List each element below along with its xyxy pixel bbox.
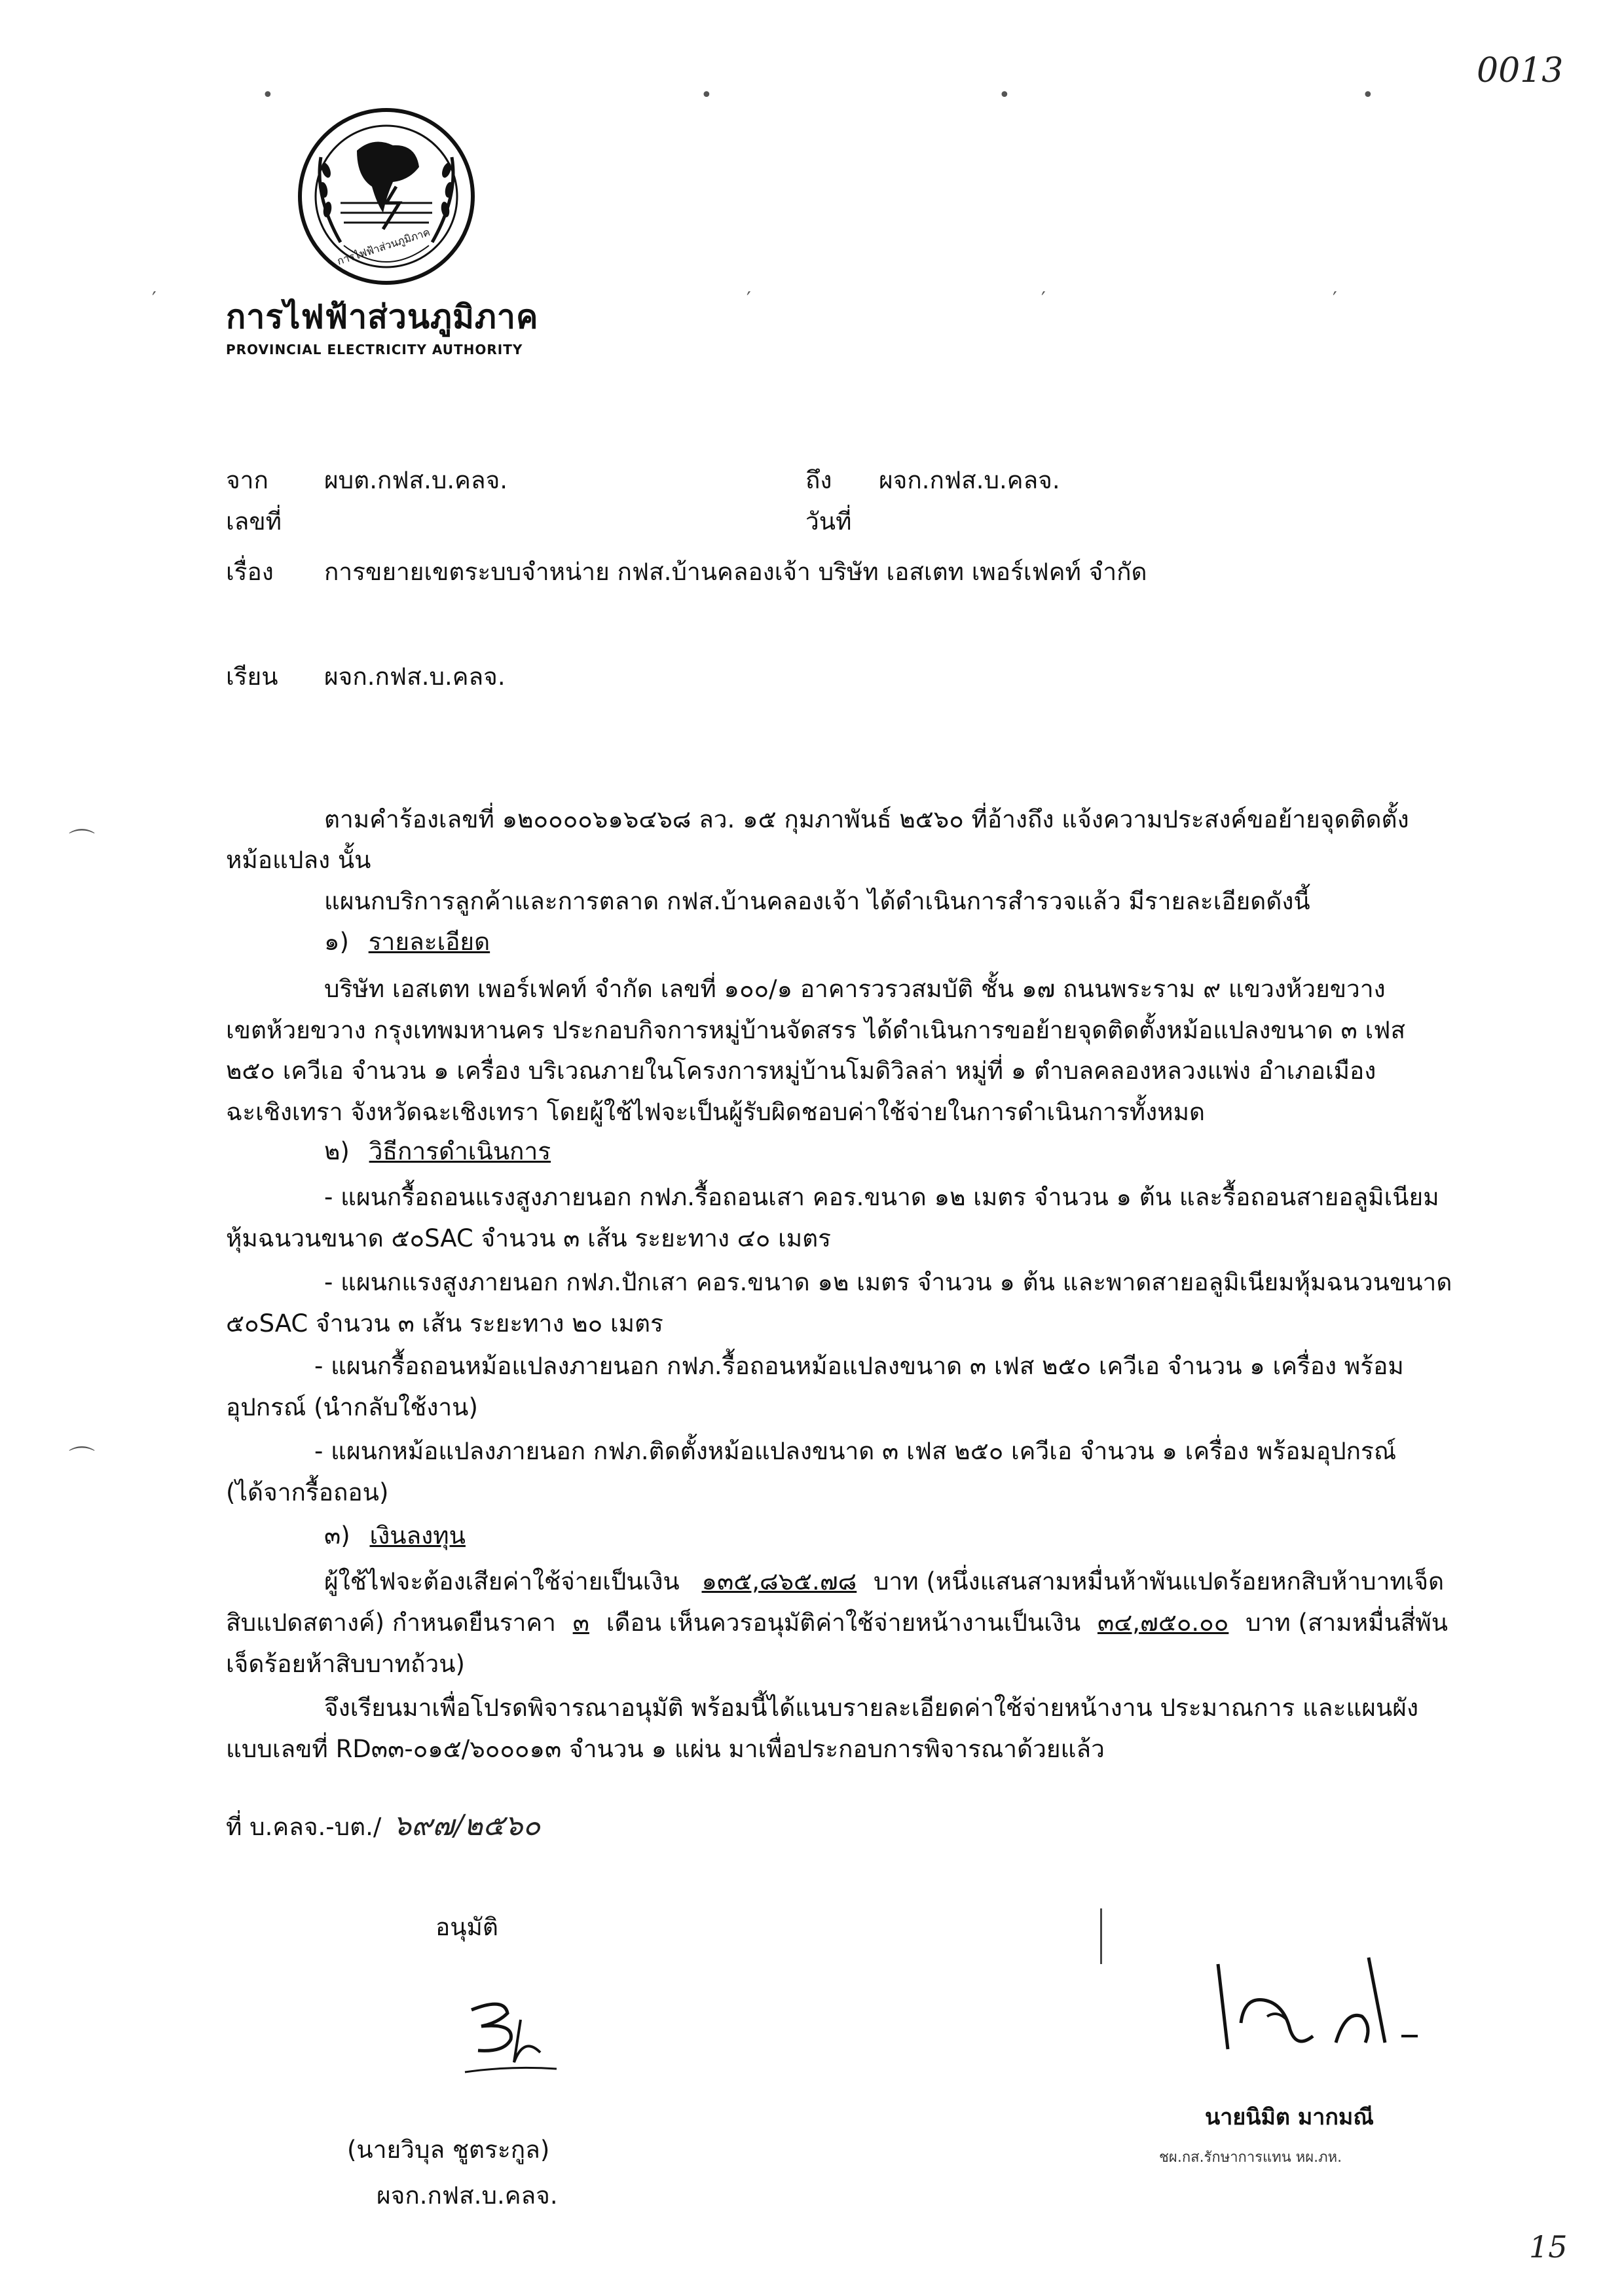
scan-speck: • — [701, 84, 712, 107]
section-3-number: ๓) — [324, 1522, 350, 1550]
section-2-item-c-line-2: อุปกรณ์ (นำกลับใช้งาน) — [226, 1393, 478, 1421]
section-2-item-d-line-2: (ได้จากรื้อถอน) — [226, 1478, 389, 1506]
subject-value: การขยายเขตระบบจำหน่าย กฟส.บ้านคลองเจ้า บริษัท เอสเตท เพอร์เฟคท์ จำกัด — [324, 558, 1147, 586]
section-3-line-2 — [226, 1607, 1448, 1639]
section-2-item-d-line-1: - แผนกหม้อแปลงภายนอก กฟภ.ติดตั้งหม้อแปลงขนาด ๓ เฟส ๒๕๐ เควีเอ จำนวน ๑ เครื่อง พร้อมอุปกรณ์ — [314, 1437, 1397, 1465]
section-3-line-1 — [324, 1566, 1444, 1597]
section-3-heading — [324, 1520, 466, 1552]
scan-speck: • — [1362, 84, 1374, 107]
section-2-heading — [324, 1136, 551, 1167]
from-label: จาก — [226, 466, 268, 494]
reference-label: ที่ บ.คลจ.-บต./ — [226, 1813, 382, 1841]
price-validity-months: ๓ — [572, 1609, 589, 1637]
closing-line-2: แบบเลขที่ RD๓๓-๐๑๕/๖๐๐๐๑๓ จำนวน ๑ แผ่น มาเพื่อประกอบการพิจารณาด้วยแล้ว — [226, 1735, 1105, 1763]
org-name-thai: การไฟฟ้าส่วนภูมิภาค — [226, 298, 539, 336]
section-2-item-a-line-1: - แผนกรื้อถอนแรงสูงภายนอก กฟภ.รื้อถอนเสา คอร.ขนาด ๑๒ เมตร จำนวน ๑ ต้น และรื้อถอนสายอลูมิเนียม — [324, 1183, 1439, 1211]
pea-logo-emblem-icon — [295, 105, 478, 288]
section-3-line-2-middle: เดือน เห็นควรอนุมัติค่าใช้จ่ายหน้างานเป็นเงิน — [606, 1609, 1081, 1637]
intro-line-3: แผนกบริการลูกค้าและการตลาด กฟส.บ้านคลองเจ้า ได้ดำเนินการสำรวจแล้ว มีรายละเอียดดังนี้ — [324, 887, 1310, 915]
pea-logo — [295, 105, 478, 288]
section-3-line-2-tail: บาท (สามหมื่นสี่พัน — [1246, 1609, 1449, 1637]
corner-file-mark: 0013 — [1477, 51, 1564, 90]
subject-label: เรื่อง — [226, 558, 274, 586]
scan-speck: ′ — [152, 288, 157, 311]
from-value: ผบต.กฟส.บ.คลจ. — [324, 466, 508, 494]
signer-name: นายนิมิต มากมณี — [1205, 2104, 1374, 2130]
intro-line-1: ตามคำร้องเลขที่ ๑๒๐๐๐๐๖๑๖๔๖๘ ลว. ๑๕ กุมภาพันธ์ ๒๕๖๐ ที่อ้างถึง แจ้งความประสงค์ขอย้ายจุดติดตั้ง — [324, 805, 1409, 833]
section-2-item-b-line-2: ๕๐SAC จำนวน ๓ เส้น ระยะทาง ๒๐ เมตร — [226, 1309, 663, 1338]
section-2-number: ๒) — [324, 1137, 350, 1165]
signer-vertical-mark — [1100, 1908, 1102, 1964]
section-1-title: รายละเอียด — [368, 928, 490, 956]
signer-signature-icon — [1205, 1938, 1454, 2069]
page-number: 15 — [1529, 2229, 1568, 2265]
org-name-english: PROVINCIAL ELECTRICITY AUTHORITY — [226, 342, 523, 357]
signer-signature — [1205, 1938, 1454, 2069]
section-1-line-1: บริษัท เอสเตท เพอร์เฟคท์ จำกัด เลขที่ ๑๐๐/๑ อาคารวรวสมบัติ ชั้น ๑๗ ถนนพระราม ๙ แขวงห้วยขวาง — [324, 975, 1386, 1003]
total-cost-amount: ๑๓๕,๘๖๕.๗๘ — [701, 1567, 857, 1595]
number-label: เลขที่ — [226, 507, 282, 536]
hole-punch-mark: ⌒ — [69, 828, 95, 858]
section-3-line-2-lead: สิบแปดสตางค์) กำหนดยืนราคา — [226, 1609, 556, 1637]
reference-number — [226, 1810, 540, 1843]
approver-position: ผจก.กฟส.บ.คลจ. — [377, 2181, 558, 2210]
date-label: วันที่ — [805, 507, 852, 536]
section-2-item-b-line-1: - แผนกแรงสูงภายนอก กฟภ.ปักเสา คอร.ขนาด ๑๒ เมตร จำนวน ๑ ต้น และพาดสายอลูมิเนียมหุ้มฉนวนขนาด — [324, 1268, 1452, 1296]
section-1-heading — [324, 926, 490, 958]
section-3-line-3: เจ็ดร้อยห้าสิบบาทถ้วน) — [226, 1650, 465, 1678]
to-value: ผจก.กฟส.บ.คลจ. — [879, 466, 1060, 494]
section-2-title: วิธีการดำเนินการ — [369, 1137, 551, 1165]
section-3-line-1-lead: ผู้ใช้ไฟจะต้องเสียค่าใช้จ่ายเป็นเงิน — [324, 1567, 680, 1595]
scan-speck: ′ — [747, 288, 751, 311]
section-2-item-a-line-2: หุ้มฉนวนขนาด ๕๐SAC จำนวน ๓ เส้น ระยะทาง ๔๐ เมตร — [226, 1224, 832, 1252]
signer-position: ชผ.กส.รักษาการแทน หผ.ภห. — [1159, 2149, 1342, 2166]
salutation-value: ผจก.กฟส.บ.คลจ. — [324, 663, 506, 691]
section-1-line-4: ฉะเชิงเทรา จังหวัดฉะเชิงเทรา โดยผู้ใช้ไฟจะเป็นผู้รับผิดชอบค่าใช้จ่ายในการดำเนินการทั้งหมด — [226, 1098, 1206, 1126]
scan-speck: • — [999, 84, 1010, 107]
scan-speck: • — [262, 84, 274, 107]
section-3-line-1-tail: บาท (หนึ่งแสนสามหมื่นห้าพันแปดร้อยหกสิบห้าบาทเจ็ด — [873, 1567, 1445, 1595]
site-cost-amount: ๓๔,๗๕๐.๐๐ — [1097, 1609, 1229, 1637]
logo-ring-text: การไฟฟ้าส่วนภูมิภาค — [335, 225, 432, 268]
reference-handwritten-number: ๖๙๗/๒๕๖๐ — [393, 1809, 541, 1842]
approval-label: อนุมัติ — [435, 1913, 498, 1941]
closing-line-1: จึงเรียนมาเพื่อโปรดพิจารณาอนุมัติ พร้อมนี้ได้แนบรายละเอียดค่าใช้จ่ายหน้างาน ประมาณการ และแผนผัง — [324, 1694, 1419, 1722]
section-3-title: เงินลงทุน — [369, 1522, 466, 1550]
section-1-line-3: ๒๕๐ เควีเอ จำนวน ๑ เครื่อง บริเวณภายในโครงการหมู่บ้านโมดิวิลล่า หมู่ที่ ๑ ตำบลคลองหลวงแพ่ง อำเภอเมือง — [226, 1057, 1376, 1085]
hole-punch-mark: ⌒ — [69, 1445, 95, 1475]
scan-speck: ′ — [1333, 288, 1337, 311]
section-1-line-2: เขตห้วยขวาง กรุงเทพมหานคร ประกอบกิจการหมู่บ้านจัดสรร ได้ดำเนินการขอย้ายจุดติดตั้งหม้อแปลงขนาด ๓ เฟส — [226, 1016, 1406, 1044]
section-1-number: ๑) — [324, 928, 349, 956]
approver-signature — [452, 1990, 563, 2088]
intro-line-2: หม้อแปลง นั้น — [226, 846, 371, 874]
section-2-item-c-line-1: - แผนกรื้อถอนหม้อแปลงภายนอก กฟภ.รื้อถอนหม้อแปลงขนาด ๓ เฟส ๒๕๐ เควีเอ จำนวน ๑ เครื่อง พร้อม — [314, 1352, 1404, 1380]
scan-speck: ′ — [1041, 288, 1046, 311]
approver-name: (นายวิบุล ชูตระกูล) — [347, 2136, 550, 2164]
salutation-label: เรียน — [226, 663, 278, 691]
to-label: ถึง — [805, 466, 832, 494]
approver-signature-icon — [452, 1990, 563, 2088]
